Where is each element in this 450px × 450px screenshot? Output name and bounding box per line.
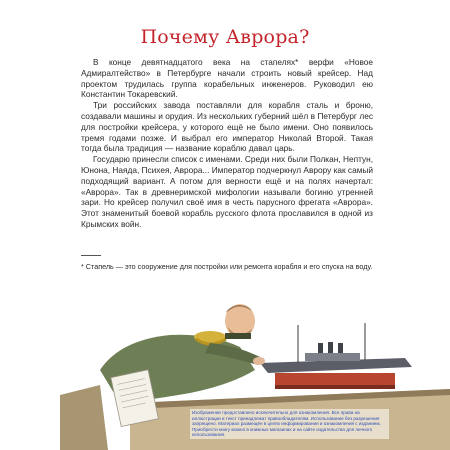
body-text [81, 57, 373, 230]
paragraph-3: Государю принесли список с именами. Среди них были Полкан, Нептун, Юнона, Наяда, Психея, Аврора... Император подчеркнул Аврору как самый подходящий вариант. А потом для верности ещё и на полях начертал: «Аврора». Так в древнеримской мифологии называли богиню утренней зари. Но крейсер получил своё имя в честь парусного фрегата «Аврора». Этот знаменитый боевой корабль русского флота прославился в одной из Крымских войн. [81, 154, 373, 229]
chair [60, 385, 108, 450]
footnote: * Стапель — это сооружение для постройки или ремонта корабля и его спуска на воду. [81, 262, 373, 271]
copyright-overlay: Изображение предоставлено исключительно для ознакомления. Все права на иллюстрации и текст принадлежат правообладателям. Использование без разрешения запрещено. Материал размещён в целях информирования и ознакомления с изданием. Приобрести книгу можно в книжных магазинах и на сайте издательства для личного использования. [190, 409, 389, 439]
page-title: Почему Аврора? [140, 26, 310, 48]
officer-collar [225, 333, 251, 339]
paragraph-2: Три российских завода поставляли для корабля сталь и броню, создавали машины и орудия. Из нескольких губерний шёл в Петербург лес для постройки крейсера, у которого ещё не было имени. Оно появилось тремя годами позже. И выбрал его император Николай Второй. Такая тогда была традиция — название кораблю давал царь. [81, 100, 373, 154]
paragraph-1: В конце девятнадцатого века на стапелях* верфи «Новое Адмиралтейство» в Петербурге начали строить новый крейсер. Над проектом трудилась группа корабельных инженеров. Руководил ею Константин Токаревский. [81, 57, 373, 100]
officer-hand [253, 357, 265, 365]
footnote-divider [81, 255, 101, 256]
ship-stand [275, 373, 395, 387]
ship-stand-shadow [275, 385, 395, 389]
ship-superstructure [305, 353, 360, 361]
